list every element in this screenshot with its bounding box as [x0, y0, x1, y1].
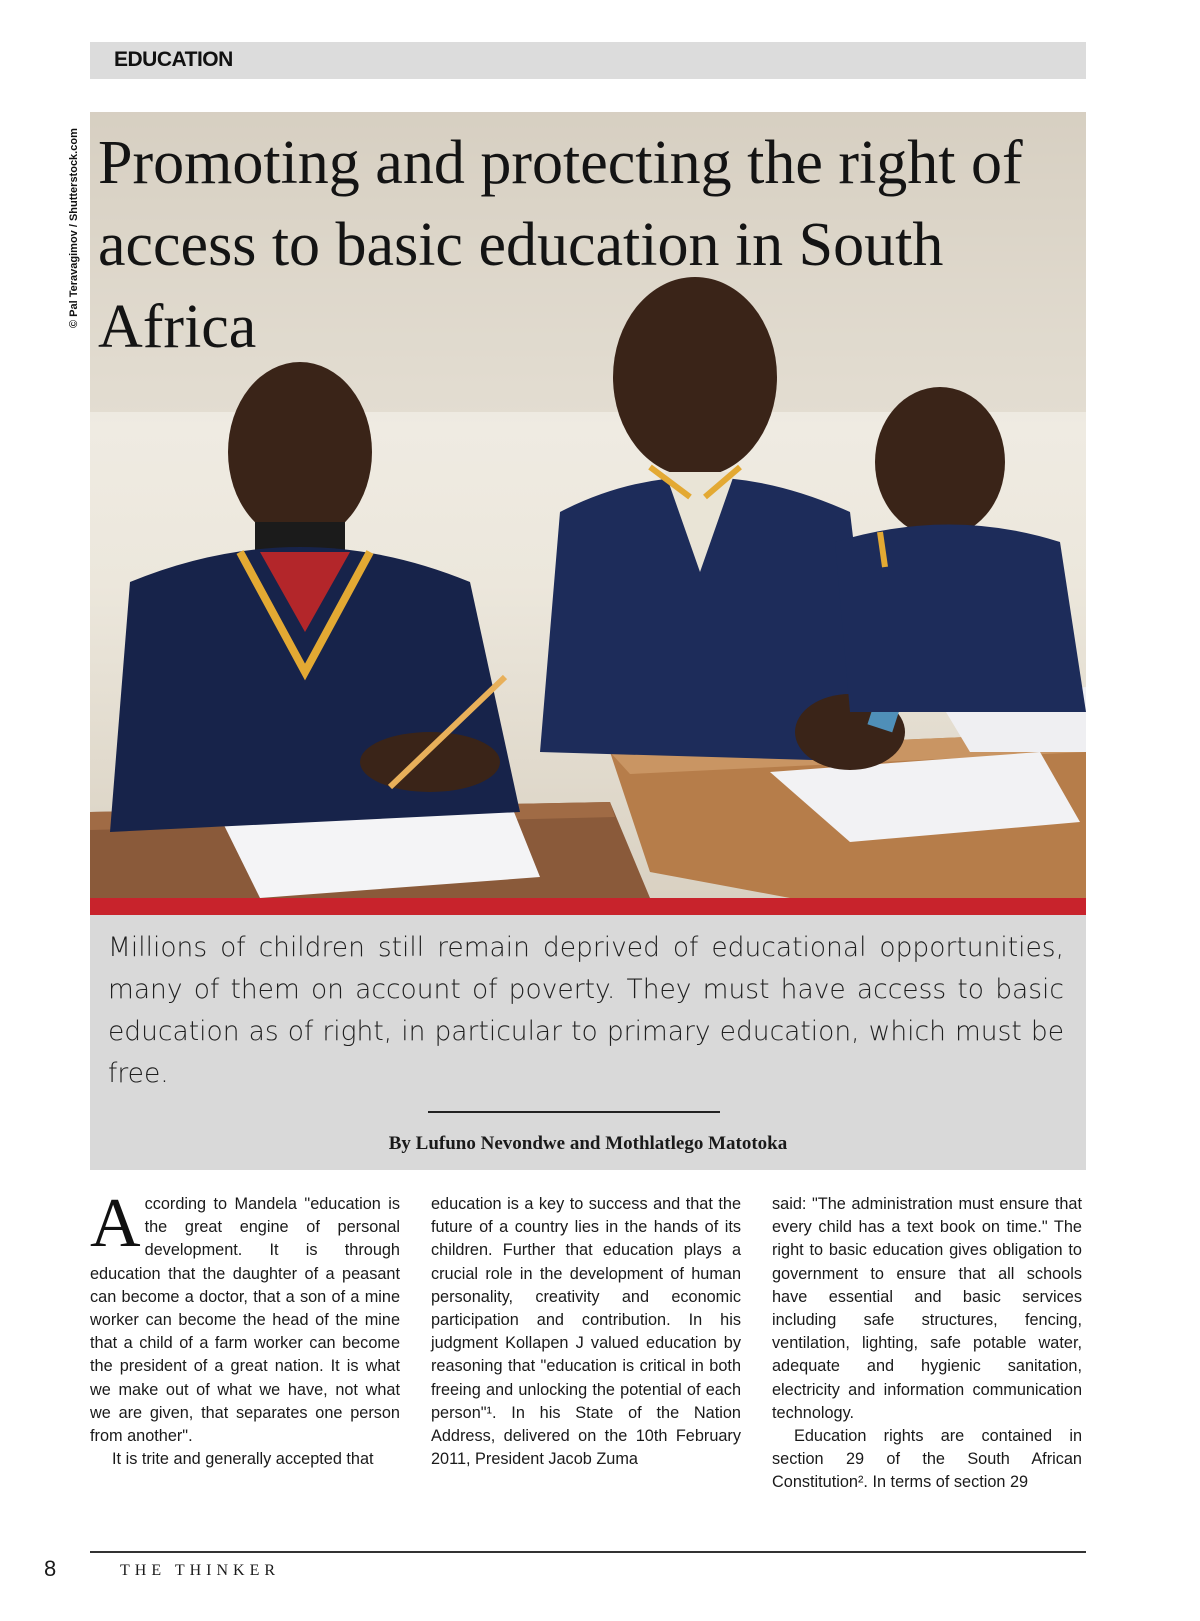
- hero-photo: [90, 112, 1086, 898]
- body-paragraph: It is trite and generally accepted that: [112, 1450, 374, 1469]
- body-column-2: [431, 1193, 741, 1471]
- standfirst: Millions of children still remain deprived of educational opportunities, many of them on account of poverty. They must have access to basic education as of right, in particular to primary education, which must be free.: [108, 932, 1064, 1089]
- body-paragraph: said: "The administration must ensure that every child has a text book on time." The right to basic education gives obligation to government to ensure that all schools have essential and basic services including safe structures, fencing, ventilation, lighting, safe potable water, adequate and hygienic sanitation, electricity and information communication technology.: [772, 1195, 1082, 1422]
- body-column-1: [90, 1185, 400, 1471]
- byline: By Lufuno Nevondwe and Mothlatlego Matotoka: [388, 1133, 788, 1154]
- child-left-head: [228, 362, 372, 542]
- body-column-3: [772, 1193, 1082, 1495]
- photo-credit: © Pal Teravagimov / Shutterstock.com: [68, 128, 80, 328]
- drop-cap: A: [90, 1185, 141, 1262]
- child-right-jacket: [835, 525, 1086, 713]
- child-right-head: [875, 387, 1005, 537]
- body-paragraph: Education rights are contained in section 29 of the South African Constitution². In terms of section 29: [772, 1427, 1082, 1492]
- section-label: EDUCATION: [114, 48, 233, 71]
- section-header-bar: [90, 42, 1086, 79]
- magazine-name: THE THINKER: [120, 1562, 281, 1579]
- page-number: 8: [44, 1556, 57, 1581]
- headline: Promoting and protecting the right of access to basic education in South Africa: [98, 129, 1023, 361]
- body-paragraph: education is a key to success and that the future of a country lies in the hands of its children. Further that education plays a crucial role in the development of human personality, creativity and economic participation and contribution. In his judgment Kollapen J valued education by reasoning that "education is critical in both freeing and unlocking the potential of each person"¹. In his State of the Nation Address, delivered on the 10th February 2011, President Jacob Zuma: [431, 1195, 741, 1469]
- deck-divider: [428, 1111, 720, 1113]
- body-paragraph: ccording to Mandela "education is the great engine of personal development. It is through education that the daughter of a peasant can become a doctor, that a son of a mine worker can become the head of the mine that a child of a farm worker can become the president of a great nation. It is what we make out of what we have, not what we are given, that separates one person from another".: [90, 1195, 400, 1446]
- footer-divider: [90, 1551, 1086, 1553]
- red-accent-bar: [90, 898, 1086, 915]
- deck-box: [90, 915, 1086, 1170]
